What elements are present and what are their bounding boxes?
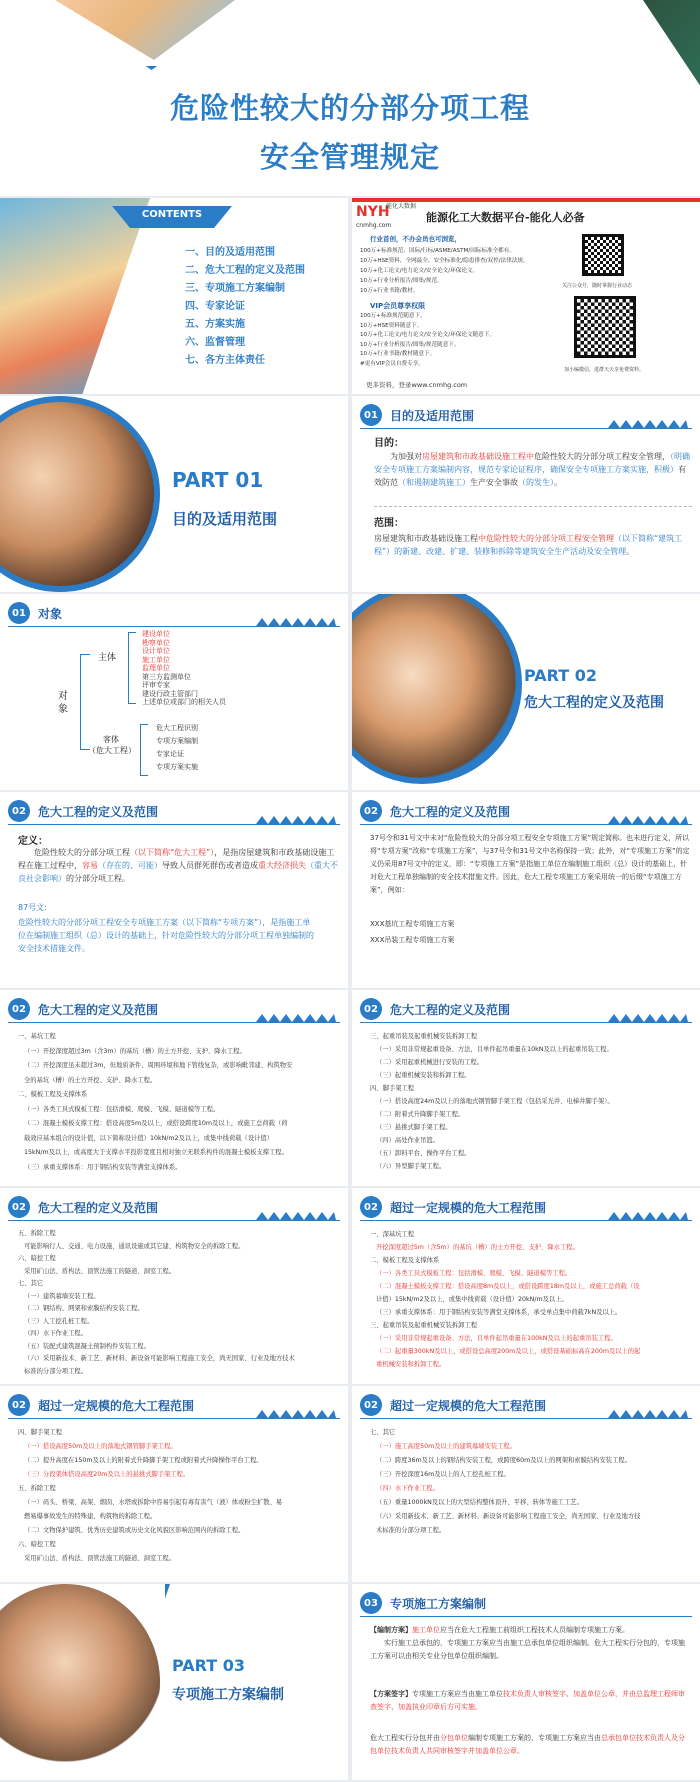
list-line: （五）卸料平台、操作平台工程。 bbox=[376, 1150, 471, 1157]
plan-paragraph-1: 【编制方案】施工单位应当在危大工程施工前组织工程技术人员编制专项施工方案。 实行施工总承包的，专项施工方案应当由施工总承包单位组织编制。危大工程实行分包的，专项施工方案可以由相关专业分包单位组织编制。 bbox=[370, 1626, 685, 1660]
section-number: 02 bbox=[360, 800, 382, 822]
definition-label: 定义： bbox=[18, 836, 48, 847]
list-line: 五、拆除工程 bbox=[18, 1230, 56, 1237]
purpose-label: 目的： bbox=[374, 438, 404, 449]
section-title: 危大工程的定义及范围 bbox=[38, 1002, 159, 1017]
contents-item[interactable]: 三、专项施工方案编制 bbox=[185, 283, 285, 294]
list-line: （三）分段架体搭设高度20m及以上的悬挑式脚手架工程。 bbox=[24, 1471, 190, 1478]
slide-header bbox=[360, 800, 510, 822]
wave-decoration bbox=[608, 418, 688, 428]
contents-label: CONTENTS bbox=[141, 209, 203, 220]
list-line: （二）开挖深度虽未超过3m，但地质条件、周围环境和地下管线复杂，或影响毗邻建、构筑物安 bbox=[24, 1062, 293, 1069]
ad-slide bbox=[352, 198, 700, 394]
part02-photo bbox=[352, 594, 522, 784]
list-line: （二）跨度36m及以上的钢结构安装工程，或跨度60m及以上的网架和索膜结构安装工程。 bbox=[376, 1457, 631, 1464]
list-line: （一）各类工具式模板工程：包括滑模、爬模、飞模、隧道模等工程。 bbox=[376, 1270, 572, 1277]
chalkboard-decoration bbox=[605, 0, 700, 95]
list-line: 开挖深度超过5m（含5m）的基坑（槽）的土方开挖、支护、降水工程。 bbox=[376, 1244, 579, 1251]
ad-feature-item: 10万+行业书籍/教材。 bbox=[360, 288, 419, 294]
ad-logo-sub: cnmhg.com bbox=[356, 222, 392, 229]
list-line: 采用矿山法、盾构法、顶管法施工的隧道、洞室工程。 bbox=[24, 1267, 176, 1275]
part03-title: 专项施工方案编制 bbox=[172, 1687, 284, 1703]
section-number: 02 bbox=[360, 1196, 382, 1218]
contents-item[interactable]: 一、目的及适用范围 bbox=[185, 247, 275, 258]
ad-logo: NYH bbox=[356, 204, 390, 220]
section-title: 超过一定规模的危大工程范围 bbox=[38, 1398, 195, 1413]
slide-header bbox=[8, 1394, 194, 1416]
tree-object: 客体 （危大工程） bbox=[88, 735, 136, 755]
part02-number: PART 02 bbox=[524, 666, 597, 685]
subject-list bbox=[142, 630, 226, 707]
section-title: 超过一定规模的危大工程范围 bbox=[390, 1200, 547, 1215]
list-line: （二）钢结构、网架和索膜结构安装工程。 bbox=[24, 1305, 144, 1312]
page-title-line2: 安全管理规定 bbox=[259, 140, 440, 174]
list-line: （六）采用新技术、新工艺、新材料、新设备可能影响工程施工安全，尚无国家、行业及地方技 bbox=[376, 1513, 641, 1520]
list-line: （三）人工挖孔桩工程。 bbox=[24, 1317, 94, 1325]
contents-slide bbox=[0, 198, 348, 394]
list-line: （三）承重支撑体系：用于钢结构安装等满堂支撑体系，承受单点集中荷载7kN及以上。 bbox=[376, 1309, 622, 1316]
slide-header bbox=[360, 998, 510, 1020]
section-title: 危大工程的定义及范围 bbox=[390, 1002, 511, 1017]
slide-header bbox=[8, 998, 158, 1020]
contents-item[interactable]: 四、专家论证 bbox=[185, 301, 245, 312]
section-number: 02 bbox=[8, 800, 30, 822]
wave-decoration bbox=[256, 1012, 336, 1022]
plan-slide bbox=[352, 1584, 700, 1780]
example-1: XXX基坑工程专项施工方案 bbox=[370, 920, 455, 928]
part02-slide bbox=[352, 594, 700, 790]
scope-list bbox=[370, 1426, 695, 1538]
wave-decoration bbox=[256, 616, 336, 626]
ad-sec2-list bbox=[360, 312, 570, 369]
tree-bracket-subject bbox=[128, 632, 136, 704]
subject-item: 建设单位 bbox=[142, 630, 170, 638]
object-list bbox=[156, 722, 198, 774]
part03-slide bbox=[0, 1584, 348, 1780]
list-line: （二）起重量300kN及以上，或搭设总高度200m及以上，或搭设基础标高在200m及以上的起 bbox=[376, 1348, 641, 1355]
slide-header bbox=[360, 1592, 486, 1614]
list-line: （四）水下作业工程。 bbox=[376, 1485, 439, 1492]
object-item: 专家论证 bbox=[156, 750, 184, 758]
ad-feature-item: 10万+化工论文/电力论文/安全论文/环保论文。 bbox=[360, 268, 479, 274]
list-line: 六、暗挖工程 bbox=[18, 1255, 56, 1262]
list-line: 术标准的分部分项工程。 bbox=[376, 1527, 446, 1534]
ad-sec1-title: 行业首创，不办会员也可浏览， bbox=[370, 235, 461, 243]
wave-decoration bbox=[256, 1210, 336, 1220]
slide-header bbox=[8, 1196, 158, 1218]
object-item: 专项方案实施 bbox=[156, 763, 198, 771]
ad-footer: 更多资料，登录www.cnmhg.com bbox=[366, 381, 468, 389]
ad-logo-top: 能化大数据 bbox=[386, 203, 417, 210]
subject-item: 上述单位或部门的相关人员 bbox=[142, 698, 226, 706]
wave-decoration bbox=[608, 814, 688, 824]
list-line: 三、起重吊装及起重机械安装拆卸工程 bbox=[370, 1322, 478, 1329]
slide-header bbox=[360, 404, 474, 426]
list-line: （一）码头、桥梁、高架、烟囱、水塔或拆除中容易引起有毒有害气（液）体或粉尘扩散、易 bbox=[24, 1499, 283, 1506]
list-line: 一、基坑工程 bbox=[18, 1033, 56, 1040]
contents-item[interactable]: 七、各方主体责任 bbox=[185, 355, 265, 366]
list-line: 重机械安装和拆卸工程。 bbox=[376, 1361, 446, 1368]
section-number: 02 bbox=[360, 998, 382, 1020]
list-line: （二）混凝土模板支撑工程：搭设高度8m及以上，或搭设跨度18m及以上，或施工总荷载（设 bbox=[376, 1283, 640, 1290]
qr-code-1[interactable] bbox=[582, 234, 624, 276]
qr-code-2[interactable] bbox=[574, 296, 636, 358]
naming-paragraph: 37号令和31号文中未对“危险性较大的分部分项工程安全专项施工方案”规定简称。也未进行定义，所以将“专项方案”改称“专项施工方案”，与37号令和31号文中名称保持一致；此外，对“专项施工方案”的定义仍采用87号文中的定义，即：“专项施工方案”是指施工单位在编制施工组织（总）设计的基础上，针对危大工程单独编制的安全技术措施文件。因此，危大工程专项施工方案采用统一的后缀“专项施工方案”，例如： bbox=[370, 834, 690, 894]
ad-sec2-title: VIP会员尊享权限 bbox=[370, 302, 426, 310]
list-line: （二）提升高度在150m及以上的附着式升降脚手架工程或附着式升降操作平台工程。 bbox=[24, 1457, 263, 1464]
list-line: （六）异型脚手架工程。 bbox=[376, 1163, 446, 1170]
ad-vip-item: #更有VIP会员自费专享。 bbox=[360, 360, 424, 367]
list-line: （六）采用新技术、新工艺、新材料、新设备可能影响工程施工安全，尚无国家、行业及地方技术 bbox=[24, 1355, 295, 1362]
list-line: 二、模板工程及支撑体系 bbox=[18, 1091, 88, 1098]
part02-title: 危大工程的定义及范围 bbox=[524, 695, 664, 711]
contents-item[interactable]: 二、危大工程的定义及范围 bbox=[185, 265, 305, 276]
ad-vip-item: 10万+化工论文/电力论文/安全论文/环保论文随意下。 bbox=[360, 332, 495, 338]
ad-vip-item: 10万+行业分析报告/图集/规范随意下。 bbox=[360, 341, 460, 348]
ad-vip-item: 10万+HSE资料随意下。 bbox=[360, 322, 423, 329]
divider bbox=[374, 506, 692, 507]
wave-decoration bbox=[256, 1408, 336, 1418]
plan-paragraph-3: 危大工程实行分包并由分包单位编制专项施工方案的，专项施工方案应当由总承包单位技术负责人及分包单位技术负责人共同审核签字并加盖单位公章。 bbox=[370, 1734, 685, 1755]
header-line bbox=[360, 824, 692, 825]
header-line bbox=[8, 1022, 340, 1023]
list-line: （一）采用非常规起重设备、方法，且单件起吊重量在100kN及以上的起重吊装工程。 bbox=[376, 1335, 617, 1342]
list-line: 全的基坑（槽）的土方开挖、支护、降水工程。 bbox=[24, 1076, 157, 1084]
list-line: （三）承重支撑体系：用于钢结构安装等满堂支撑体系。 bbox=[24, 1163, 182, 1171]
scope-list bbox=[18, 1228, 343, 1378]
contents-photo bbox=[0, 198, 150, 394]
list-line: （二）混凝土模板支撑工程：搭设高度5m及以上，或搭设跨度10m及以上，或施工总荷载（荷 bbox=[24, 1120, 288, 1127]
list-line: （三）起重机械安装和拆卸工程。 bbox=[376, 1072, 471, 1079]
header-line bbox=[360, 1022, 692, 1023]
list-line: （一）搭设高度50m及以上的落地式钢管脚手架工程。 bbox=[24, 1443, 177, 1450]
slide-header bbox=[8, 602, 62, 624]
section-title: 专项施工方案编制 bbox=[390, 1596, 487, 1611]
part01-slide bbox=[0, 396, 348, 592]
list-line: （一）建筑幕墙安装工程。 bbox=[24, 1292, 100, 1300]
list-line: 15kN/m及以上，或高度大于支撑水平投影宽度且相对独立无联系构件的混凝土模板支撑工程。 bbox=[24, 1149, 288, 1156]
list-line: 可能影响行人、交通、电力设施、通讯设施或其它建、构筑物安全的拆除工程。 bbox=[24, 1242, 245, 1250]
tree-root: 对象 bbox=[58, 691, 68, 715]
section-title: 危大工程的定义及范围 bbox=[390, 804, 511, 819]
ad-feature-item: 10万+行业分析报告/图集/规范。 bbox=[360, 278, 443, 284]
qr1-caption: 关注公众号，随时掌握行业动态 bbox=[562, 283, 633, 289]
scope-list bbox=[18, 1426, 343, 1566]
list-line: 采用矿山法、盾构法、顶管法施工的隧道、洞室工程。 bbox=[24, 1555, 176, 1562]
slide-header bbox=[360, 1394, 546, 1416]
list-line: （一）采用非常规起重设备、方法，且单件起吊重量在10kN及以上的起重吊装工程。 bbox=[376, 1046, 613, 1053]
part03-number: PART 03 bbox=[172, 1656, 245, 1675]
title-slide bbox=[0, 0, 700, 196]
ad-feature-item: 10万+HSE资料，全网最全，安全标准化/隐患排查/双控/法律法规。 bbox=[360, 258, 529, 264]
list-line: 计值）15kN/m2及以上，或集中线荷载（设计值）20kN/m及以上。 bbox=[376, 1296, 568, 1303]
large-scope-slide-b bbox=[0, 1386, 348, 1582]
list-line: （二）附着式升降脚手架工程。 bbox=[376, 1111, 465, 1118]
section-number: 01 bbox=[360, 404, 382, 426]
slide-header bbox=[360, 1196, 546, 1218]
scope-list bbox=[18, 1030, 343, 1175]
page-title-line1: 危险性较大的分部分项工程 bbox=[169, 91, 530, 125]
list-line: 七、其它 bbox=[18, 1280, 44, 1287]
contents-list bbox=[185, 244, 345, 370]
ref-text: 危险性较大的分部分项工程安全专项施工方案（以下简称“专项方案”），是指施工单位在编制施工组织（总）设计的基础上，针对危险性较大的分部分项工程单独编制的安全技术措施文件。 bbox=[18, 918, 314, 953]
section-number: 01 bbox=[8, 602, 30, 624]
section-title: 危大工程的定义及范围 bbox=[38, 804, 159, 819]
tree-subject: 主体 bbox=[98, 653, 117, 663]
large-scope-slide-c bbox=[352, 1386, 700, 1582]
purpose-slide bbox=[352, 396, 700, 592]
wave-decoration bbox=[608, 1408, 688, 1418]
list-line: 标准的分部分项工程。 bbox=[24, 1367, 87, 1375]
list-line: （四）高处作业吊篮。 bbox=[376, 1137, 439, 1144]
list-line: 一、深基坑工程 bbox=[370, 1231, 415, 1238]
ad-vip-item: 10万+行业书籍/教材随意下。 bbox=[360, 351, 436, 357]
list-line: 七、其它 bbox=[370, 1429, 396, 1436]
scope-label: 范围： bbox=[374, 518, 404, 529]
section-title: 超过一定规模的危大工程范围 bbox=[390, 1398, 547, 1413]
list-line: （一）各类工具式模板工程：包括滑模、爬模、飞模、隧道模等工程。 bbox=[24, 1105, 220, 1113]
list-line: （五）重量1000kN及以上的大型结构整体顶升、平移、转体等施工工艺。 bbox=[376, 1499, 583, 1506]
section-number: 02 bbox=[8, 1196, 30, 1218]
qr2-caption: 加小编微信，进群天天享免费资料。 bbox=[564, 367, 645, 373]
purpose-text: 为加强对房屋建筑和市政基础设施工程中危险性较大的分部分项工程安全管理，（明确安全专项施工方案编制内容，规范专家论证程序，确保安全专项施工方案实施，积极）有效防范（和遏制建筑施工）生产安全事故（的发生）。 bbox=[374, 452, 690, 487]
header-line bbox=[360, 1418, 692, 1419]
header-line bbox=[360, 1616, 692, 1617]
subject-item: 第三方监测单位 bbox=[142, 672, 191, 681]
section-title: 危大工程的定义及范围 bbox=[38, 1200, 159, 1215]
subject-item: 设计单位 bbox=[142, 647, 170, 655]
list-line: 四、脚手架工程 bbox=[18, 1429, 63, 1436]
scope-text: 房屋建筑和市政基础设施工程中危险性较大的分部分项工程安全管理（以下简称“建筑工程”）的新建、改建、扩建、装修和拆除等建筑安全生产活动及安全管理。 bbox=[374, 534, 683, 556]
list-line: 载效应基本组合的设计值，以下简称设计值）10kN/m2及以上，或集中线荷载（设计值） bbox=[24, 1134, 274, 1142]
definition-text: 危险性较大的分部分项工程（以下简称“危大工程”），是指房屋建筑和市政基础设施工程在施工过程中，容易（存在的、可能）导致人员群死群伤或者造成重大经济损失（重大不良社会影响）的分部分项工程。 bbox=[18, 848, 338, 883]
list-line: （三）悬挑式脚手架工程。 bbox=[376, 1124, 452, 1131]
section-number: 02 bbox=[8, 998, 30, 1020]
naming-slide bbox=[352, 792, 700, 988]
wave-decoration bbox=[256, 814, 336, 824]
subject-item: 评审专家 bbox=[142, 681, 170, 689]
header-line bbox=[8, 626, 340, 627]
part01-number: PART 01 bbox=[172, 468, 264, 492]
large-scope-slide-a bbox=[352, 1188, 700, 1384]
scope-list bbox=[370, 1030, 695, 1173]
ad-headline: 能源化工大数据平台-能化人必备 bbox=[426, 211, 585, 224]
subject-item: 施工单位 bbox=[142, 655, 170, 664]
ref-label: 87号文: bbox=[18, 903, 47, 912]
list-line: 燃易爆事故发生的特殊建、构筑物的拆除工程。 bbox=[24, 1513, 157, 1520]
list-line: （一）施工高度50m及以上的建筑幕墙安装工程。 bbox=[376, 1443, 517, 1450]
slide-header bbox=[8, 800, 158, 822]
wave-decoration bbox=[608, 1210, 688, 1220]
list-line: 五、拆除工程 bbox=[18, 1485, 56, 1492]
list-line: （二）文物保护建筑、优秀历史建筑或历史文化风貌区影响范围内的拆除工程。 bbox=[24, 1527, 245, 1534]
subject-item: 监理单位 bbox=[142, 664, 170, 672]
header-line bbox=[360, 1220, 692, 1221]
list-line: 三、起重吊装及起重机械安装拆卸工程 bbox=[370, 1033, 478, 1040]
section-number: 02 bbox=[360, 1394, 382, 1416]
section-number: 03 bbox=[360, 1592, 382, 1614]
section-title: 对象 bbox=[38, 606, 63, 621]
subject-item: 勘察单位 bbox=[142, 638, 170, 647]
contents-item[interactable]: 五、方案实施 bbox=[185, 319, 245, 330]
ad-vip-item: 100万+标准规范随意下。 bbox=[360, 313, 426, 319]
list-line: 四、脚手架工程 bbox=[370, 1085, 415, 1092]
list-line: 二、模板工程及支撑体系 bbox=[370, 1257, 440, 1264]
list-line: （一）搭设高度24m及以上的落地式钢管脚手架工程（包括采光井、电梯井脚手架）。 bbox=[376, 1098, 614, 1105]
example-2: XXX吊装工程专项施工方案 bbox=[370, 936, 455, 944]
list-line: （五）装配式建筑混凝土预制构件安装工程。 bbox=[24, 1342, 150, 1350]
list-line: 六、暗挖工程 bbox=[18, 1541, 56, 1548]
header-line bbox=[8, 1220, 340, 1221]
plan-paragraph-2: 【方案签字】专项施工方案应当由施工单位技术负责人审核签字、加盖单位公章，并由总监理工程师审查签字、加盖执业印章后方可实施。 bbox=[370, 1690, 685, 1711]
object-item: 专项方案编制 bbox=[156, 737, 198, 745]
part01-photo bbox=[0, 396, 160, 592]
book-decoration-border bbox=[45, 0, 250, 70]
section-title: 目的及适用范围 bbox=[390, 408, 475, 423]
section-number: 02 bbox=[8, 1394, 30, 1416]
header-line bbox=[8, 824, 340, 825]
list-line: （四）水下作业工程。 bbox=[24, 1330, 87, 1337]
tree-bracket-object bbox=[140, 724, 148, 776]
ad-feature-item: 100万+标准规范、国际/行标/ASME/ASTM/国际标准全都有。 bbox=[360, 248, 515, 254]
definition-slide bbox=[0, 792, 348, 988]
wave-decoration bbox=[608, 1012, 688, 1022]
contents-item[interactable]: 六、监督管理 bbox=[185, 337, 245, 348]
subject-item: 建设行政主管部门 bbox=[142, 689, 198, 698]
ad-sec1-list bbox=[360, 246, 570, 296]
list-line: （二）采用起重机械进行安装的工程。 bbox=[376, 1059, 484, 1066]
scope-slide-a bbox=[0, 990, 348, 1186]
header-line bbox=[8, 1418, 340, 1419]
scope-list bbox=[370, 1228, 695, 1371]
scope-slide-b bbox=[352, 990, 700, 1186]
object-slide bbox=[0, 594, 348, 790]
object-item: 危大工程识别 bbox=[156, 724, 198, 732]
list-line: （三）开挖深度16m及以上的人工挖孔桩工程。 bbox=[376, 1471, 510, 1478]
part01-title: 目的及适用范围 bbox=[172, 510, 278, 528]
list-line: （一）开挖深度超过3m（含3m）的基坑（槽）的土方开挖、支护、降水工程。 bbox=[24, 1047, 246, 1055]
header-line bbox=[360, 428, 692, 429]
scope-slide-c bbox=[0, 1188, 348, 1384]
